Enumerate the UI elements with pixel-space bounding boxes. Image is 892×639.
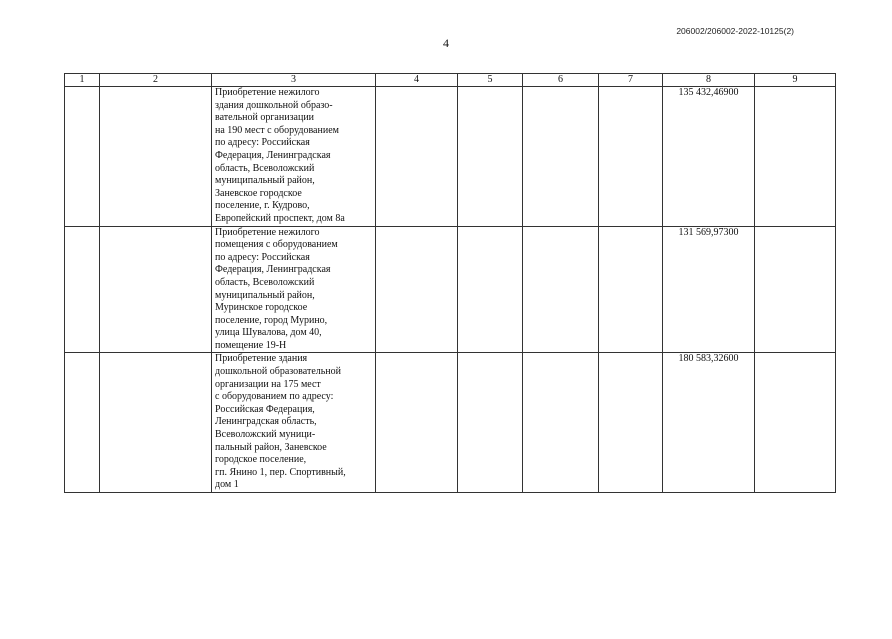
cell-col-1: [65, 226, 100, 353]
column-header-7: 7: [599, 74, 663, 87]
cell-col-9: [755, 226, 836, 353]
table-row: [65, 353, 836, 493]
cell-col-2: [100, 226, 212, 353]
cell-col-6: [523, 87, 599, 227]
cell-col-4: [376, 226, 458, 353]
column-header-5: 5: [458, 74, 523, 87]
financing-table: [64, 73, 836, 493]
column-header-4: 4: [376, 74, 458, 87]
table-row: [65, 226, 836, 353]
document-id: 206002/206002-2022-10125(2): [676, 26, 794, 36]
cell-col-9: [755, 87, 836, 227]
column-header-2: 2: [100, 74, 212, 87]
object-description: Приобретение нежилого здания дошкольной образо- вательной организации на 190 мест с оборудованием по адресу: Российская Федерация, Ленинградская область, Всеволожский муниципальный район, Заневское городское поселение, г. Кудрово, Европейский проспект, дом 8а: [212, 87, 376, 227]
cell-col-7: [599, 226, 663, 353]
cell-col-1: [65, 353, 100, 493]
cell-col-5: [458, 226, 523, 353]
column-header-9: 9: [755, 74, 836, 87]
amount-value: 131 569,97300: [663, 226, 755, 353]
cell-col-4: [376, 353, 458, 493]
cell-col-6: [523, 353, 599, 493]
object-description: Приобретение здания дошкольной образовательной организации на 175 мест с оборудованием по адресу: Российская Федерация, Ленинградская область, Всеволожский муници- пальный район, Заневское городское поселение, гп. Янино 1, пер. Спортивный, дом 1: [212, 353, 376, 493]
object-description: Приобретение нежилого помещения с оборудованием по адресу: Российская Федерация, Ленинградская область, Всеволожский муниципальный район, Муринское городское поселение, город Мурино, улица Шувалова, дом 40, помещение 19-Н: [212, 226, 376, 353]
cell-col-5: [458, 87, 523, 227]
cell-col-2: [100, 87, 212, 227]
cell-col-7: [599, 353, 663, 493]
header-row: [65, 74, 836, 87]
table-row: [65, 87, 836, 227]
column-header-3: 3: [212, 74, 376, 87]
amount-value: 135 432,46900: [663, 87, 755, 227]
cell-col-2: [100, 353, 212, 493]
column-header-1: 1: [65, 74, 100, 87]
cell-col-6: [523, 226, 599, 353]
cell-col-7: [599, 87, 663, 227]
amount-value: 180 583,32600: [663, 353, 755, 493]
cell-col-9: [755, 353, 836, 493]
cell-col-4: [376, 87, 458, 227]
cell-col-5: [458, 353, 523, 493]
cell-col-1: [65, 87, 100, 227]
column-header-6: 6: [523, 74, 599, 87]
page-number: 4: [443, 36, 449, 50]
column-header-8: 8: [663, 74, 755, 87]
